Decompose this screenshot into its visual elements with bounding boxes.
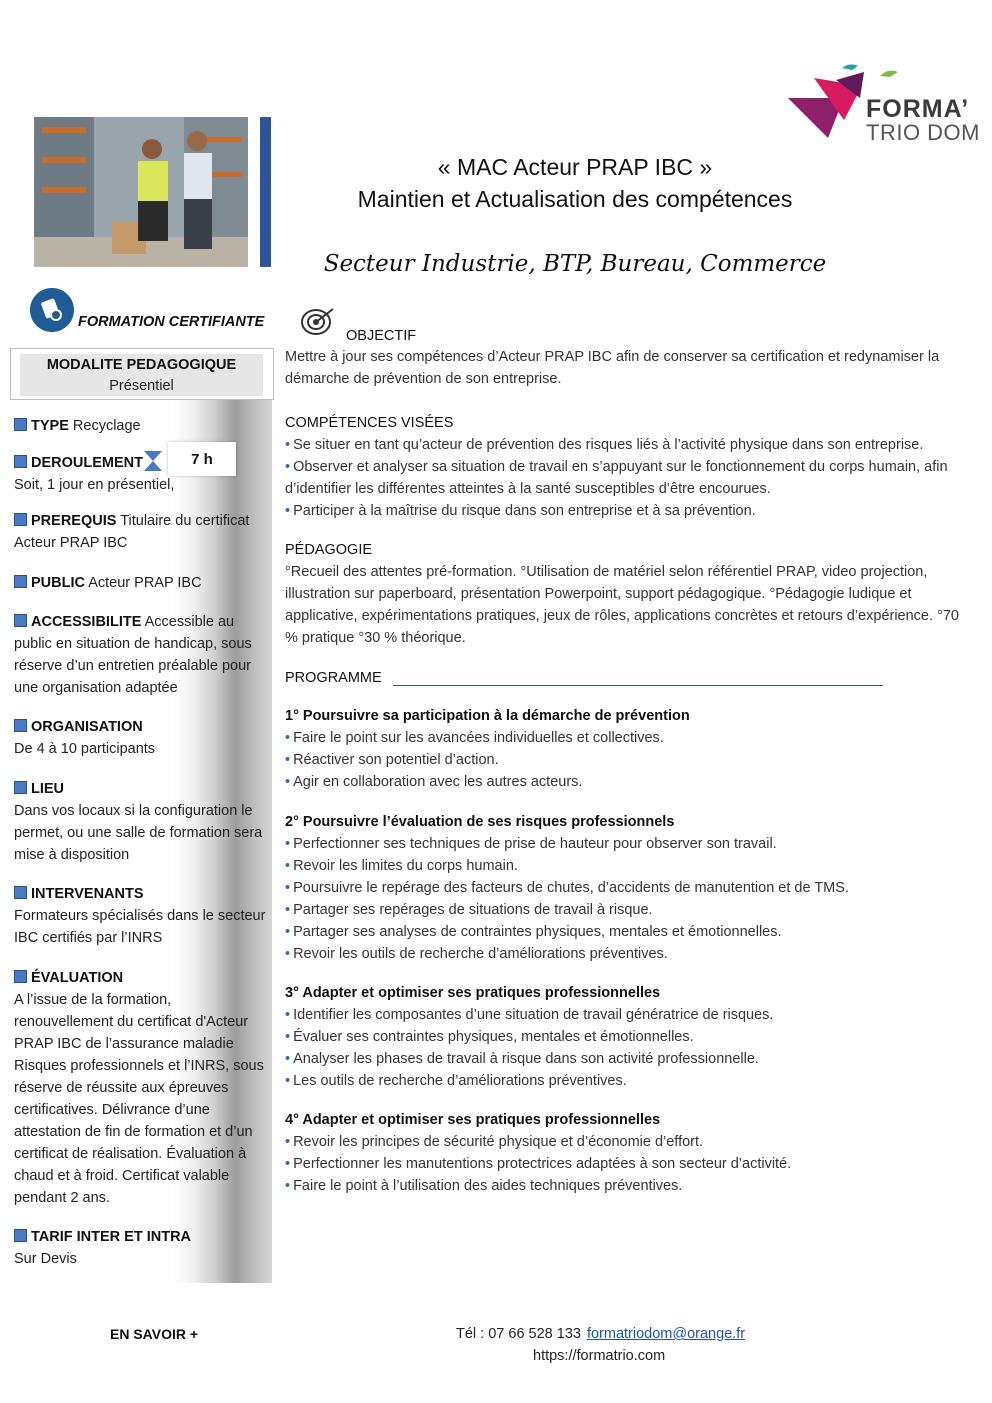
programme-section-title: 4° Adapter et optimiser ses pratiques professionnelles bbox=[285, 1112, 661, 1128]
sidebar-type: TYPE Recyclage bbox=[14, 415, 269, 437]
programme-section-title: 2° Poursuivre l’évaluation de ses risques professionnels bbox=[285, 814, 675, 830]
list-item: • Agir en collaboration avec les autres acteurs. bbox=[285, 774, 583, 790]
programme-section-3 bbox=[285, 982, 965, 1092]
programme-section-1 bbox=[285, 705, 965, 793]
programme-section-2 bbox=[285, 811, 965, 965]
sidebar-public: PUBLIC Acteur PRAP IBC bbox=[14, 572, 269, 594]
logo-trio-dom-text: TRIO DOM bbox=[866, 120, 980, 145]
email-link[interactable]: formatriodom@orange.fr bbox=[586, 1326, 746, 1342]
list-item: • Évaluer ses contraintes physiques, mentales et émotionnelles. bbox=[285, 1029, 694, 1045]
list-item: • Les outils de recherche d’améliorations préventives. bbox=[285, 1073, 627, 1089]
sector-subtitle: Secteur Industrie, BTP, Bureau, Commerce bbox=[323, 251, 827, 277]
list-item: • Partager ses repérages de situations de travail à risque. bbox=[285, 902, 653, 918]
phone-number: Tél : 07 66 528 133 bbox=[456, 1326, 581, 1342]
certificate-icon bbox=[30, 288, 74, 332]
course-subtitle: Maintien et Actualisation des compétences bbox=[357, 186, 793, 212]
list-item: • Se situer en tant qu’acteur de prévention des risques liés à l’activité physique dans son entreprise. bbox=[285, 437, 924, 453]
competences-heading: COMPÉTENCES VISÉES bbox=[285, 415, 454, 431]
sidebar-prerequis: PREREQUIS Titulaire du certificat Acteur PRAP IBC bbox=[14, 513, 250, 551]
header-accent-bar bbox=[260, 117, 271, 267]
sidebar-intervenants: INTERVENANTS Formateurs spécialisés dans le secteur IBC certifiés par l’INRS bbox=[14, 886, 266, 946]
square-bullet-icon bbox=[14, 1229, 27, 1242]
square-bullet-icon bbox=[14, 719, 27, 732]
logo-forma-text: FORMA’ bbox=[866, 95, 970, 123]
list-item: • Perfectionner les manutentions protectrices adaptées à son secteur d’activité. bbox=[285, 1156, 792, 1172]
sidebar-deroulement: DEROULEMENT Soit, 1 jour en présentiel, bbox=[14, 455, 175, 493]
square-bullet-icon bbox=[14, 575, 27, 588]
square-bullet-icon bbox=[14, 886, 27, 899]
objectif-heading: OBJECTIF bbox=[346, 328, 417, 344]
pedagogie-text: °Recueil des attentes pré-formation. °Utilisation de matériel selon référentiel PRAP, video projection, illustration sur paperboard, présentation Powerpoint, support pédagogique. °Pédagogie ludique et applicative, expérimentations pratiques, jeux de rôles, applications concrètes et retours d’expérience. °70 % pratique °30 % théorique. bbox=[285, 564, 959, 646]
sidebar-tarif: TARIF INTER ET INTRA Sur Devis bbox=[14, 1229, 192, 1267]
sidebar-organisation: ORGANISATION De 4 à 10 participants bbox=[14, 719, 156, 757]
sidebar-lieu: LIEU Dans vos locaux si la configuration le permet, ou une salle de formation sera mise à disposition bbox=[14, 781, 263, 863]
square-bullet-icon bbox=[14, 418, 27, 431]
programme-divider bbox=[393, 685, 883, 686]
list-item: • Revoir les principes de sécurité physique et d’économie d’effort. bbox=[285, 1134, 704, 1150]
square-bullet-icon bbox=[14, 513, 27, 526]
square-bullet-icon bbox=[14, 614, 27, 627]
target-icon bbox=[300, 306, 336, 336]
competences-list bbox=[285, 434, 965, 522]
list-item: • Identifier les composantes d’une situation de travail génératrice de risques. bbox=[285, 1007, 774, 1023]
list-item: • Observer et analyser sa situation de travail en s’appuyant sur le fonctionnement du corps humain, afin d’identifier les différentes atteintes à la santé susceptibles d’être encourues. bbox=[285, 459, 948, 497]
square-bullet-icon bbox=[14, 455, 27, 468]
warehouse-training-photo bbox=[34, 117, 248, 267]
en-savoir-plus-link[interactable]: EN SAVOIR + bbox=[110, 1326, 199, 1342]
list-item: • Participer à la maîtrise du risque dans son entreprise et à sa prévention. bbox=[285, 503, 756, 519]
pedagogie-heading: PÉDAGOGIE bbox=[285, 542, 373, 558]
square-bullet-icon bbox=[14, 781, 27, 794]
programme-section-4 bbox=[285, 1109, 965, 1197]
certification-label: FORMATION CERTIFIANTE bbox=[78, 314, 265, 330]
sidebar-evaluation: ÉVALUATION A l’issue de la formation, renouvellement du certificat d'Acteur PRAP IBC de l’assurance maladie Risques professionnels et l’INRS, sous réserve de réussite aux épreuves certificatives. Délivrance d’une attestation de fin de formation et d’un certificat de réalisation. Évaluation à chaud et à froid. Certificat valable pendant 2 ans. bbox=[14, 970, 264, 1206]
hourglass-icon bbox=[143, 450, 163, 472]
programme-heading: PROGRAMME bbox=[285, 670, 382, 686]
list-item: • Analyser les phases de travail à risque dans son activité professionnelle. bbox=[285, 1051, 759, 1067]
list-item: • Faire le point à l’utilisation des aides techniques préventives. bbox=[285, 1178, 683, 1194]
objectif-text: Mettre à jour ses compétences d’Acteur PRAP IBC afin de conserver sa certification et redynamiser la démarche de prévention de son entreprise. bbox=[285, 349, 940, 387]
list-item: • Réactiver son potentiel d’action. bbox=[285, 752, 499, 768]
list-item: • Perfectionner ses techniques de prise de hauteur pour observer son travail. bbox=[285, 836, 777, 852]
programme-section-title: 1° Poursuivre sa participation à la démarche de prévention bbox=[285, 708, 690, 724]
course-title: « MAC Acteur PRAP IBC » bbox=[437, 154, 713, 180]
footer-contact bbox=[456, 1326, 745, 1342]
list-item: • Faire le point sur les avancées individuelles et collectives. bbox=[285, 730, 664, 746]
list-item: • Revoir les outils de recherche d’améliorations préventives. bbox=[285, 946, 668, 962]
list-item: • Poursuivre le repérage des facteurs de chutes, d’accidents de manutention et de TMS. bbox=[285, 880, 849, 896]
square-bullet-icon bbox=[14, 970, 27, 983]
sidebar-accessibilite: ACCESSIBILITE Accessible au public en situation de handicap, sous réserve d’un entretien préalable pour une organisation adaptée bbox=[14, 614, 252, 696]
modalite-title: MODALITE PEDAGOGIQUE bbox=[46, 357, 237, 373]
programme-section-title: 3° Adapter et optimiser ses pratiques professionnelles bbox=[285, 985, 661, 1001]
list-item: • Revoir les limites du corps humain. bbox=[285, 858, 518, 874]
modalite-value: Présentiel bbox=[109, 378, 174, 394]
website-link[interactable]: https://formatrio.com bbox=[533, 1348, 666, 1364]
duration-value: 7 h bbox=[191, 451, 213, 468]
list-item: • Partager ses analyses de contraintes physiques, mentales et émotionnelles. bbox=[285, 924, 782, 940]
